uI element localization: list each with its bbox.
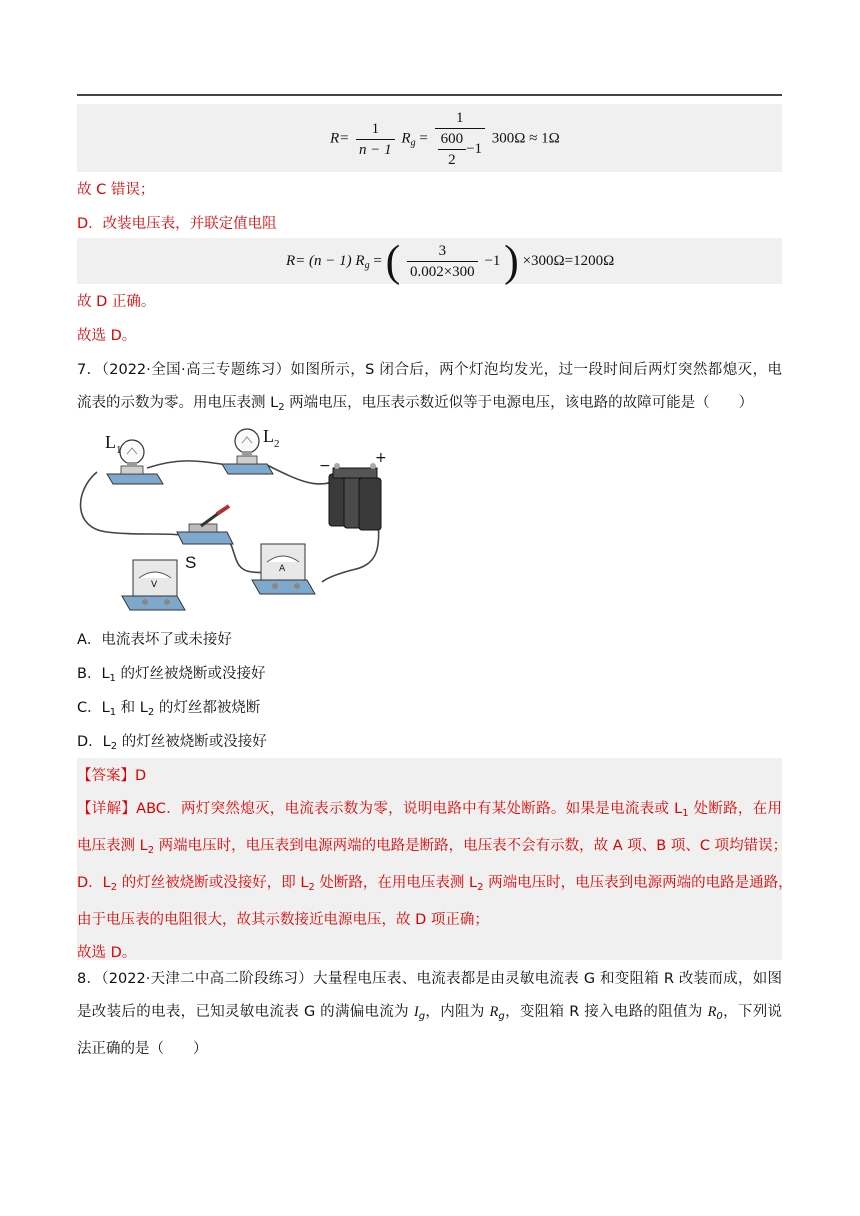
formula-1: R= $\frac{1}{n - 1}$ $R_g$ = 1 $\frac{600}{2}$ −1 300Ω ≈ 1Ω bbox=[330, 110, 560, 168]
formula-2: R= (n − 1) $R_g$ = ( $\frac{3}{0.002\times 300}$ −1 ) ×300Ω=1200Ω bbox=[286, 236, 615, 286]
ammeter-label: A bbox=[279, 564, 286, 574]
formula2-frac: $\frac{3}{0.002\times 300}$ bbox=[407, 241, 478, 282]
battery-plus: + bbox=[375, 450, 387, 466]
label-l1: $L_1$ bbox=[105, 432, 122, 456]
wire-l1-to-l2 bbox=[147, 461, 227, 468]
answer-label: 【答案】D bbox=[77, 768, 147, 784]
q7-option-c: C．$L_1$ 和 $L_2$ 的灯丝都被烧断 bbox=[77, 700, 261, 718]
voltmeter-label: V bbox=[151, 580, 158, 590]
answer-detail: 【详解】ABC．两灯突然熄灭，电流表示数为零，说明电路中有某处断路。如果是电流表或 $L_1$ 处断路，在用 电压表测 $L_2$ 两端电压时，电压表到电源两端的电路是断路，电压表不会有示数，故 A 项、B 项、C 项均错误； D．$L_2$ 的灯丝被烧断或没接好，即 $L_2$ 处断路，在用电压表测 $L_2$ 两端电压时，电压表到电源两端的电路是通路， 由于电压表的电阻很大，故其示数接近电源电压，故 D 项正确； 故选 D。 bbox=[77, 801, 793, 961]
q7-option-d: D．$L_2$ 的灯丝被烧断或没接好 bbox=[77, 734, 267, 752]
q7-stem: 7．（2022·全国·高三专题练习）如图所示，S 闭合后，两个灯泡均发光，过一段时间后两灯突然都熄灭，电 流表的示数为零。用电压表测 $L_2$ 两端电压，电压表示数近似等于电源电压，该电路的故障可能是（ ） bbox=[77, 362, 782, 413]
battery-icon bbox=[329, 463, 381, 530]
q7-option-a: A．电流表坏了或未接好 bbox=[77, 632, 232, 648]
line-c-wrong: 故 C 错误； bbox=[77, 182, 155, 198]
q8-stem: 8．（2022·天津二中高二阶段练习）大量程电压表、电流表都是由灵敏电流表 G 和变阻箱 R 改装而成，如图 是改装后的电表，已知灵敏电流表 G 的满偏电流为 $I_g$，内阻为 $R_g$，变阻箱 R 接入电路的阻值为 $R_0$，下列说 法正确的是（ ） bbox=[77, 971, 783, 1057]
header-rule bbox=[77, 94, 782, 96]
label-s: S bbox=[185, 553, 197, 572]
q7-option-b: B．$L_1$ 的灯丝被烧断或没接好 bbox=[77, 666, 266, 684]
formula1-frac1: $\frac{1}{n - 1}$ bbox=[356, 119, 395, 160]
formula1-frac2: 1 $\frac{600}{2}$ −1 bbox=[435, 108, 485, 170]
line-d-option: D．改装电压表，并联定值电阻 bbox=[77, 216, 277, 232]
switch-s-icon bbox=[177, 506, 233, 544]
formula1-lhs: R= bbox=[330, 130, 350, 147]
battery-minus: − bbox=[319, 458, 331, 474]
label-l2: $L_2$ bbox=[263, 426, 280, 450]
line-d-correct: 故 D 正确。 bbox=[77, 294, 156, 310]
circuit-figure bbox=[77, 420, 417, 620]
line-choose-d: 故选 D。 bbox=[77, 328, 137, 344]
